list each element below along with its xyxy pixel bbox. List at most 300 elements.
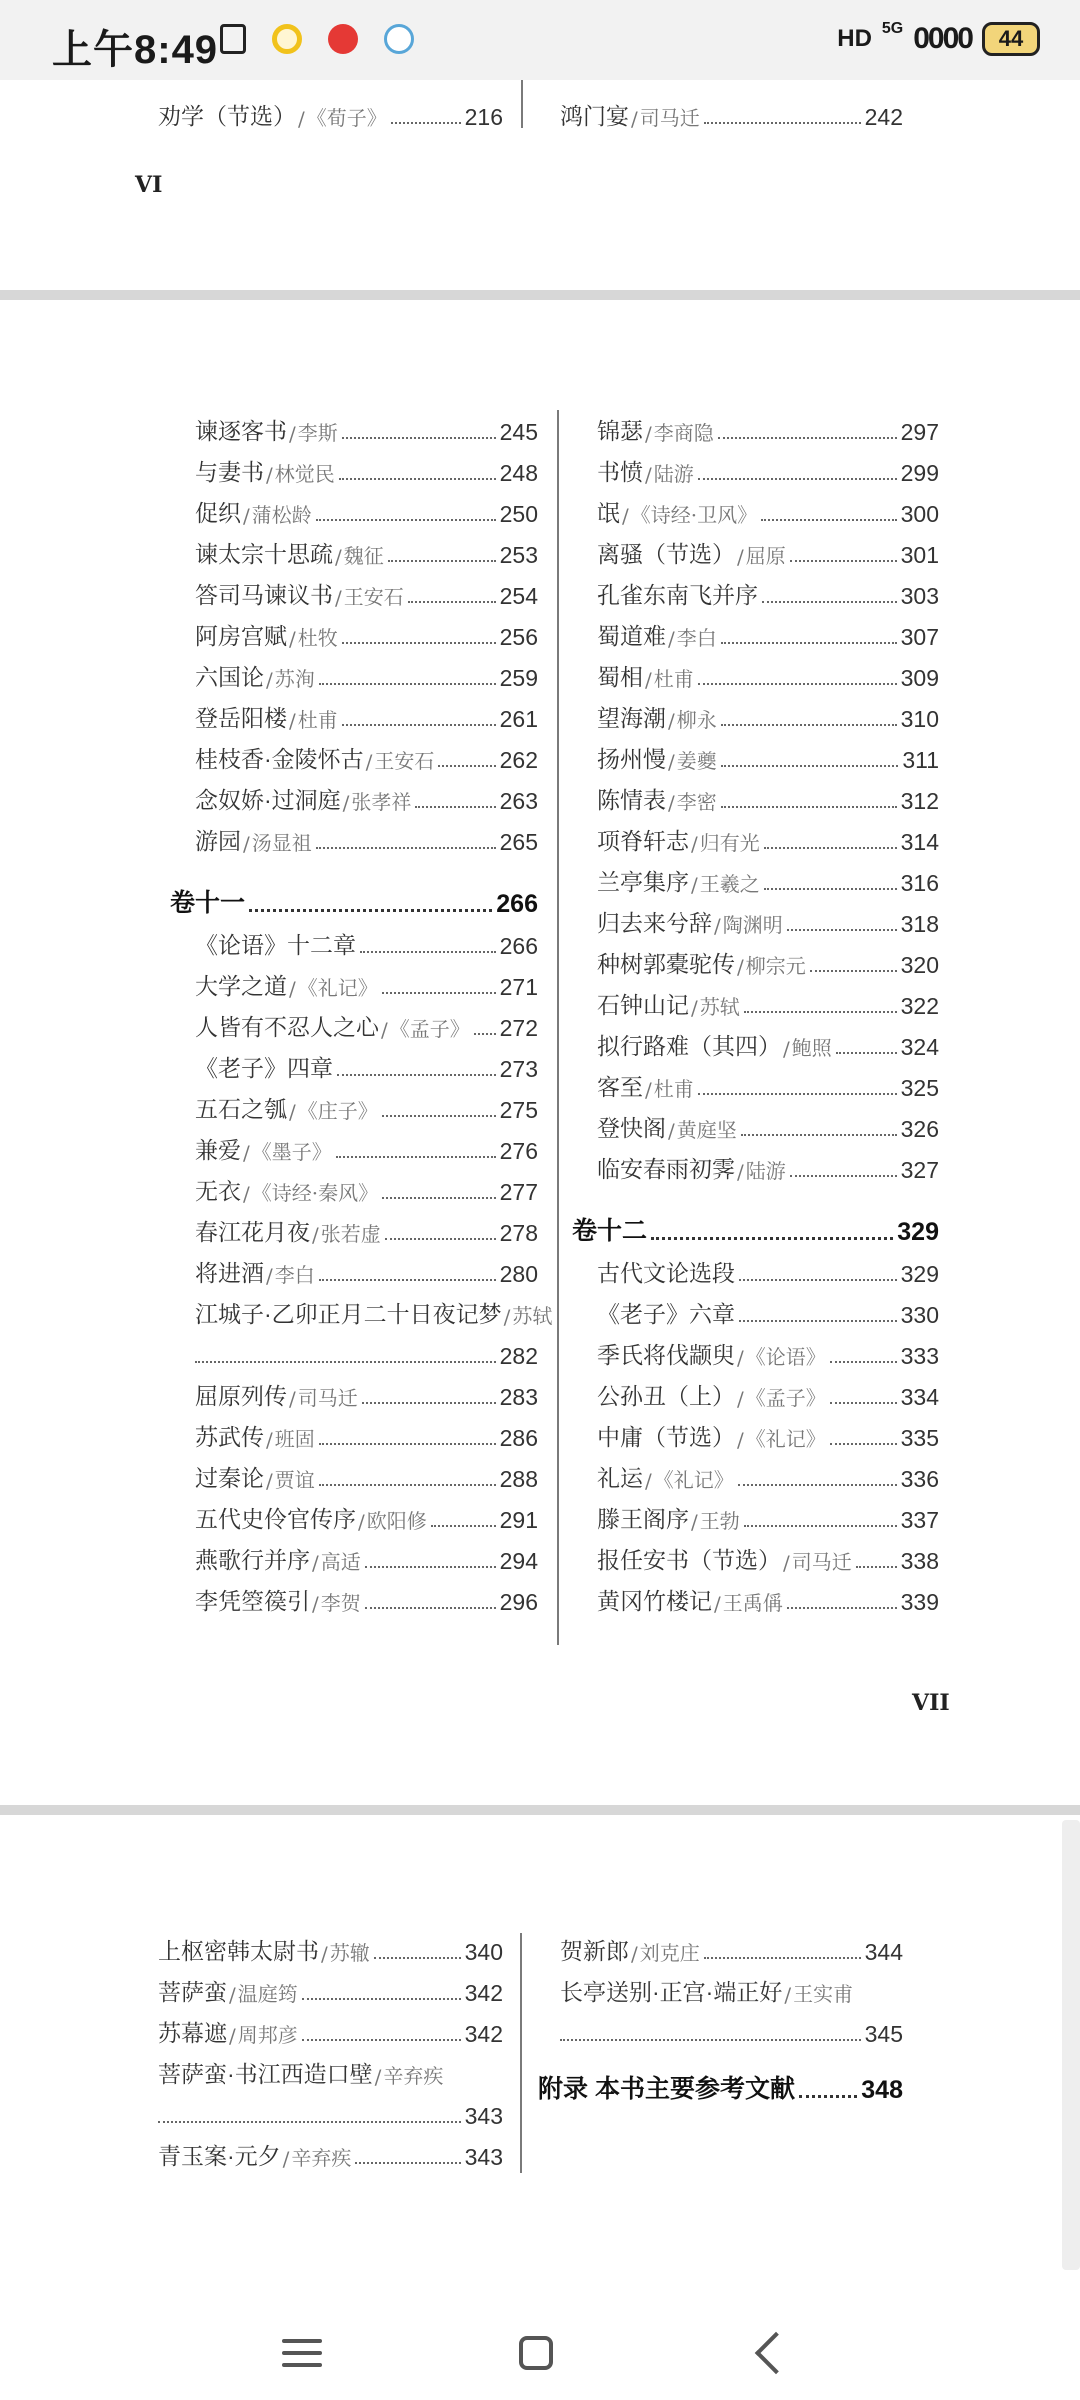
- dot-leader: [319, 1443, 496, 1445]
- dot-leader: [799, 2095, 857, 2098]
- entry-page-number: 301: [900, 542, 939, 568]
- toc-right-column: [538, 1925, 903, 2105]
- entry-author: 林觉民: [274, 462, 335, 486]
- entry-page-number: 322: [900, 993, 939, 1019]
- entry-title: 六国论: [195, 664, 264, 690]
- separator: /: [289, 977, 296, 1001]
- toc-section-heading[interactable]: [170, 878, 538, 919]
- entry-author: 苏洵: [274, 667, 315, 691]
- separator: /: [783, 1037, 790, 1061]
- toc-entry[interactable]: [195, 1534, 538, 1575]
- entry-title: 与妻书: [195, 459, 264, 485]
- toc-entry[interactable]: [158, 1925, 503, 1966]
- page-number-marker: VI: [135, 172, 163, 198]
- app-notification-icon: [272, 24, 302, 54]
- dot-leader: [474, 1033, 496, 1035]
- home-button[interactable]: [506, 2323, 566, 2383]
- toc-right-column: [572, 405, 939, 1616]
- dot-leader: [810, 970, 897, 972]
- entry-title: 阿房宫赋: [195, 623, 287, 649]
- entry-title: 促织: [195, 500, 241, 526]
- separator: /: [289, 422, 296, 446]
- separator: /: [737, 1428, 744, 1452]
- dot-leader: [761, 519, 897, 521]
- entry-page-number: 324: [900, 1034, 939, 1060]
- toc-entry[interactable]: [195, 405, 538, 446]
- entry-title: 江城子·乙卯正月二十日夜记梦: [195, 1301, 502, 1327]
- toc-entry[interactable]: [158, 2130, 503, 2171]
- entry-title: 李凭箜篌引: [195, 1588, 310, 1614]
- entry-author: 《论语》: [745, 1345, 826, 1369]
- entry-title: 大学之道: [195, 973, 287, 999]
- entry-page-number: 299: [900, 460, 939, 486]
- toc-entry[interactable]: [195, 733, 538, 774]
- entry-author: 陆游: [745, 1159, 786, 1183]
- toc-entry[interactable]: [597, 897, 939, 938]
- toc-entry[interactable]: [597, 733, 939, 774]
- entry-title: 过秦论: [195, 1465, 264, 1491]
- entry-author: 《礼记》: [653, 1468, 734, 1492]
- dot-leader: [431, 1525, 496, 1527]
- entry-title: 兰亭集序: [597, 869, 689, 895]
- dot-leader: [382, 1197, 496, 1199]
- entry-page-number: 265: [499, 829, 538, 855]
- toc-entry[interactable]: [195, 1042, 538, 1083]
- entry-author: 屈原: [745, 544, 786, 568]
- entry-page-number: 272: [499, 1015, 538, 1041]
- entry-page-number: 311: [902, 747, 939, 773]
- entry-page-number: 254: [499, 583, 538, 609]
- back-icon: [755, 2332, 797, 2374]
- dot-leader: [721, 724, 897, 726]
- entry-page-number: 307: [900, 624, 939, 650]
- separator: /: [645, 1469, 652, 1493]
- network-gen-label: 5G: [881, 20, 904, 37]
- entry-page-number: 256: [499, 624, 538, 650]
- separator: /: [503, 1305, 511, 1329]
- toc-entry[interactable]: [597, 979, 939, 1020]
- entry-title: 燕歌行并序: [195, 1547, 310, 1573]
- entry-page-number: 282: [499, 1343, 538, 1369]
- menu-button[interactable]: [272, 2323, 332, 2383]
- entry-page-number: 327: [900, 1157, 939, 1183]
- toc-entry[interactable]: [195, 569, 538, 610]
- dot-leader: [741, 1134, 897, 1136]
- app-notification-icon: [328, 24, 358, 54]
- dot-leader: [560, 2039, 861, 2041]
- spacer: [572, 1184, 939, 1206]
- toc-entry[interactable]: [597, 1575, 939, 1616]
- scrollbar[interactable]: [1062, 1820, 1080, 2270]
- toc-entry[interactable]: [195, 1575, 538, 1616]
- entry-page-number: 271: [499, 974, 538, 1000]
- separator: /: [668, 1119, 675, 1143]
- entry-page-number: 275: [499, 1097, 538, 1123]
- toc-entry[interactable]: 鸿门宴 / 司马迁 242: [560, 103, 903, 131]
- entry-title: 登快阁: [597, 1115, 666, 1141]
- entry-page-number: 339: [900, 1589, 939, 1615]
- entry-title: 五石之瓠: [195, 1096, 287, 1122]
- dot-leader: [339, 478, 496, 480]
- entry-page-number: 286: [499, 1425, 538, 1451]
- toc-entry[interactable]: [597, 1061, 939, 1102]
- dot-leader: [790, 1175, 897, 1177]
- dot-leader: [158, 2121, 461, 2123]
- entry-author: 王安石: [343, 585, 404, 609]
- entry-title: 苏幕遮: [158, 2020, 227, 2046]
- entry-page-number: 329: [897, 1218, 939, 1246]
- entry-title: 古代文论选段: [597, 1260, 735, 1286]
- dot-leader: [302, 2039, 461, 2041]
- toc-left-column: [158, 1925, 503, 2171]
- status-bar: [0, 0, 1080, 80]
- dot-leader: [739, 1320, 897, 1322]
- toc-entry[interactable]: [195, 815, 538, 856]
- toc-entry[interactable]: [597, 856, 939, 897]
- toc-entry[interactable]: [597, 528, 939, 569]
- toc-entry[interactable]: [597, 1288, 939, 1329]
- separator: /: [266, 1428, 273, 1452]
- toc-entry[interactable]: [195, 1288, 553, 1329]
- entry-author: 李白: [676, 626, 717, 650]
- entry-author: 陶渊明: [722, 913, 783, 937]
- entry-author: 欧阳修: [366, 1509, 427, 1533]
- entry-title: 扬州慢: [597, 746, 666, 772]
- toc-entry[interactable]: [195, 1452, 538, 1493]
- toc-section-heading[interactable]: [572, 1206, 939, 1247]
- toc-entry[interactable]: [195, 774, 538, 815]
- toc-entry[interactable]: [158, 1966, 503, 2007]
- entry-page-number: 300: [900, 501, 939, 527]
- entry-author: 《墨子》: [251, 1140, 332, 1164]
- separator: /: [668, 750, 675, 774]
- toc-entry[interactable]: [195, 1493, 538, 1534]
- entry-page-number: 253: [499, 542, 538, 568]
- page-vi: [0, 80, 1080, 290]
- separator: /: [784, 1983, 792, 2007]
- toc-entry[interactable]: [560, 1966, 903, 2007]
- entry-title: 《老子》六章: [597, 1301, 735, 1327]
- entry-page-number: 276: [499, 1138, 538, 1164]
- dot-leader: [856, 1566, 897, 1568]
- entry-page-number: 314: [900, 829, 939, 855]
- separator: /: [266, 668, 273, 692]
- entry-page-number: 291: [499, 1507, 538, 1533]
- separator: /: [229, 2024, 236, 2048]
- dot-leader: [764, 847, 897, 849]
- separator: /: [622, 504, 629, 528]
- entry-page-number: 325: [900, 1075, 939, 1101]
- entry-author: 鲍照: [791, 1036, 832, 1060]
- entry-page-number: 343: [464, 2144, 503, 2170]
- entry-author: 《礼记》: [297, 976, 378, 1000]
- entry-title: 无衣: [195, 1178, 241, 1204]
- dot-leader: [342, 724, 496, 726]
- separator: /: [342, 791, 350, 815]
- dot-leader: [836, 1052, 897, 1054]
- toc-entry[interactable]: [597, 1329, 939, 1370]
- entry-page-number: 283: [499, 1384, 538, 1410]
- dot-leader: [721, 642, 897, 644]
- separator: /: [691, 832, 698, 856]
- toc-entry[interactable]: [195, 1370, 538, 1411]
- separator: /: [312, 1223, 319, 1247]
- toc-entry[interactable]: [597, 1411, 939, 1452]
- entry-title: 春江花月夜: [195, 1219, 310, 1245]
- network-label: HD: [837, 25, 872, 52]
- spacer: [170, 856, 538, 878]
- entry-author: 蒲松龄: [251, 503, 312, 527]
- dot-leader: [787, 929, 897, 931]
- entry-author: 《礼记》: [745, 1427, 826, 1451]
- dot-leader: [365, 1566, 496, 1568]
- toc-entry[interactable]: [597, 938, 939, 979]
- toc-entry[interactable]: [195, 919, 538, 960]
- dot-leader: [764, 888, 897, 890]
- dot-leader: [718, 437, 897, 439]
- signal-icon: 0000: [913, 22, 972, 55]
- toc-entry[interactable]: [597, 651, 939, 692]
- separator: /: [243, 504, 250, 528]
- separator: /: [312, 1592, 319, 1616]
- toc-left-column: [170, 405, 553, 1616]
- toc-entry[interactable]: [195, 960, 538, 1001]
- entry-author: 王安石: [374, 749, 435, 773]
- entry-title: 菩萨蛮: [158, 1979, 227, 2005]
- entry-title: 《论语》十二章: [195, 932, 356, 958]
- entry-author: 王禹偁: [722, 1591, 783, 1615]
- toc-entry[interactable]: [195, 528, 538, 569]
- separator: /: [374, 2065, 382, 2089]
- toc-entry[interactable]: [597, 1370, 939, 1411]
- entry-page-number: 278: [499, 1220, 538, 1246]
- entry-title: 贺新郎: [560, 1938, 629, 1964]
- separator: /: [645, 668, 652, 692]
- entry-author: 《孟子》: [745, 1386, 826, 1410]
- separator: /: [266, 463, 273, 487]
- entry-title: 滕王阁序: [597, 1506, 689, 1532]
- entry-title: 将进酒: [195, 1260, 264, 1286]
- entry-author: 张孝祥: [351, 790, 412, 814]
- toc-entry[interactable]: [195, 1247, 538, 1288]
- toc-left-column: [158, 90, 503, 131]
- vibrate-icon: [220, 24, 246, 54]
- toc-entry[interactable]: 劝学（节选） / 《荀子》 216: [158, 103, 503, 131]
- toc-right-column: [560, 90, 903, 131]
- entry-title: 离骚（节选）: [597, 541, 735, 567]
- entry-title: 谏逐客书: [195, 418, 287, 444]
- toc-entry[interactable]: [597, 610, 939, 651]
- toc-entry[interactable]: [195, 692, 538, 733]
- menu-icon: [282, 2331, 322, 2375]
- column-divider: [521, 80, 523, 128]
- dot-leader: [302, 1998, 461, 2000]
- entry-author: 刘克庄: [639, 1941, 700, 1965]
- status-right: [837, 22, 1040, 56]
- entry-author: 杜甫: [297, 708, 338, 732]
- dot-leader: [374, 1957, 461, 1959]
- entry-page-number: 345: [864, 2021, 903, 2047]
- entry-page-number: 340: [464, 1939, 503, 1965]
- separator: /: [737, 1387, 744, 1411]
- toc-entry[interactable]: [597, 692, 939, 733]
- toc-entry[interactable]: [597, 405, 939, 446]
- entry-page-number: 329: [900, 1261, 939, 1287]
- separator: /: [737, 545, 744, 569]
- separator: /: [645, 1078, 652, 1102]
- entry-author: 《诗经·卫风》: [630, 503, 758, 527]
- battery-icon: [982, 22, 1040, 56]
- separator: /: [645, 422, 652, 446]
- separator: /: [289, 709, 296, 733]
- entry-page-number: 245: [499, 419, 538, 445]
- dot-leader: [319, 1279, 496, 1281]
- entry-page-number: 297: [900, 419, 939, 445]
- section-title: 卷十二: [572, 1217, 648, 1245]
- separator: /: [737, 1346, 744, 1370]
- entry-author: 归有光: [699, 831, 760, 855]
- dot-leader: [830, 1443, 897, 1445]
- separator: /: [335, 586, 342, 610]
- dot-leader: [337, 1074, 496, 1076]
- entry-page-number: 318: [900, 911, 939, 937]
- entry-author: 周邦彦: [237, 2023, 298, 2047]
- toc-entry[interactable]: [597, 1143, 939, 1184]
- separator: /: [289, 627, 296, 651]
- dot-leader: [385, 1238, 496, 1240]
- toc-entry[interactable]: [195, 1083, 538, 1124]
- toc-entry[interactable]: [195, 1411, 538, 1452]
- dot-leader: [249, 909, 492, 912]
- home-icon: [519, 2336, 553, 2370]
- entry-page-number: 320: [900, 952, 939, 978]
- dot-leader: [787, 1607, 897, 1609]
- separator: /: [668, 709, 675, 733]
- dot-leader: [698, 1093, 897, 1095]
- dot-leader: [336, 1156, 496, 1158]
- toc-entry[interactable]: [597, 1247, 939, 1288]
- entry-title: 屈原列传: [195, 1383, 287, 1409]
- separator: /: [714, 1592, 721, 1616]
- entry-title: 临安春雨初霁: [597, 1156, 735, 1182]
- entry-title: 桂枝香·金陵怀古: [195, 746, 364, 772]
- separator: /: [243, 1141, 250, 1165]
- toc-entry[interactable]: [195, 1165, 538, 1206]
- toc-entry[interactable]: [597, 1102, 939, 1143]
- entry-author: 王实甫: [793, 1982, 854, 2006]
- toc-section-heading[interactable]: [538, 2064, 903, 2105]
- toc-entry[interactable]: [158, 2007, 503, 2048]
- entry-author: 苏轼: [699, 995, 740, 1019]
- section-title: 附录 本书主要参考文献: [538, 2075, 795, 2103]
- entry-title: 客至: [597, 1074, 643, 1100]
- separator: /: [645, 463, 652, 487]
- dot-leader: [704, 1957, 861, 1959]
- entry-title: 人皆有不忍人之心: [195, 1014, 379, 1040]
- toc-entry[interactable]: [195, 651, 538, 692]
- entry-page-number: 326: [900, 1116, 939, 1142]
- separator: /: [312, 1551, 319, 1575]
- entry-author: 辛弃疾: [383, 2064, 444, 2088]
- entry-title: 长亭送别·正宫·端正好: [560, 1979, 783, 2005]
- entry-author: 杜甫: [653, 667, 694, 691]
- toc-entry[interactable]: [597, 1452, 939, 1493]
- entry-title: 石钟山记: [597, 992, 689, 1018]
- toc-entry[interactable]: [195, 1124, 538, 1165]
- entry-page-number: 263: [499, 788, 538, 814]
- toc-entry[interactable]: [597, 815, 939, 856]
- toc-entry[interactable]: [597, 446, 939, 487]
- separator: /: [289, 1100, 296, 1124]
- entry-author: 《庄子》: [297, 1099, 378, 1123]
- section-title: 卷十一: [170, 889, 246, 917]
- toc-entry[interactable]: [597, 1493, 939, 1534]
- entry-page-number: 333: [900, 1343, 939, 1369]
- entry-page-number: 266: [499, 933, 538, 959]
- entry-author: 李密: [676, 790, 717, 814]
- entry-author: 李贺: [320, 1591, 361, 1615]
- entry-title: 兼爱: [195, 1137, 241, 1163]
- navigation-bar: [0, 2305, 1080, 2400]
- separator: /: [335, 545, 342, 569]
- toc-entry[interactable]: [195, 446, 538, 487]
- entry-page-number: 266: [496, 890, 538, 918]
- entry-author: 杜牧: [297, 626, 338, 650]
- entry-author: 杜甫: [653, 1077, 694, 1101]
- entry-title: 答司马谏议书: [195, 582, 333, 608]
- separator: /: [321, 1942, 328, 1966]
- page-vii: [0, 300, 1080, 1805]
- separator: /: [691, 996, 698, 1020]
- dot-leader: [319, 683, 496, 685]
- entry-title: 谏太宗十思疏: [195, 541, 333, 567]
- toc-entry[interactable]: [195, 487, 538, 528]
- toc-entry[interactable]: [195, 1001, 538, 1042]
- toc-entry[interactable]: [597, 1020, 939, 1061]
- entry-author: 王勃: [699, 1509, 740, 1533]
- entry-page-number: 312: [900, 788, 939, 814]
- toc-entry[interactable]: [597, 774, 939, 815]
- toc-entry[interactable]: [158, 2048, 503, 2089]
- toc-entry-continuation[interactable]: [560, 2007, 903, 2048]
- entry-title: 菩萨蛮·书江西造口壁: [158, 2061, 373, 2087]
- toc-entry[interactable]: [597, 1534, 939, 1575]
- back-button[interactable]: [740, 2323, 800, 2383]
- entry-page-number: 309: [900, 665, 939, 691]
- toc-entry[interactable]: [597, 569, 939, 610]
- entry-author: 苏轼: [512, 1304, 553, 1328]
- toc-entry-continuation[interactable]: [158, 2089, 503, 2130]
- dot-leader: [388, 560, 496, 562]
- entry-title: 上枢密韩太尉书: [158, 1938, 319, 1964]
- dot-leader: [762, 601, 897, 603]
- entry-title: 书愤: [597, 459, 643, 485]
- toc-entry[interactable]: [560, 1925, 903, 1966]
- toc-entry[interactable]: [597, 487, 939, 528]
- entry-page-number: 343: [464, 2103, 503, 2129]
- dot-leader: [721, 765, 899, 767]
- entry-title: 青玉案·元夕: [158, 2143, 281, 2169]
- toc-entry[interactable]: [195, 610, 538, 651]
- toc-entry[interactable]: [195, 1206, 538, 1247]
- entry-author: 陆游: [653, 462, 694, 486]
- entry-title: 蜀道难: [597, 623, 666, 649]
- dot-leader: [651, 1237, 893, 1240]
- toc-entry-continuation[interactable]: [195, 1329, 538, 1370]
- entry-author: 贾谊: [274, 1468, 315, 1492]
- entry-page-number: 337: [900, 1507, 939, 1533]
- entry-title: 报任安书（节选）: [597, 1547, 781, 1573]
